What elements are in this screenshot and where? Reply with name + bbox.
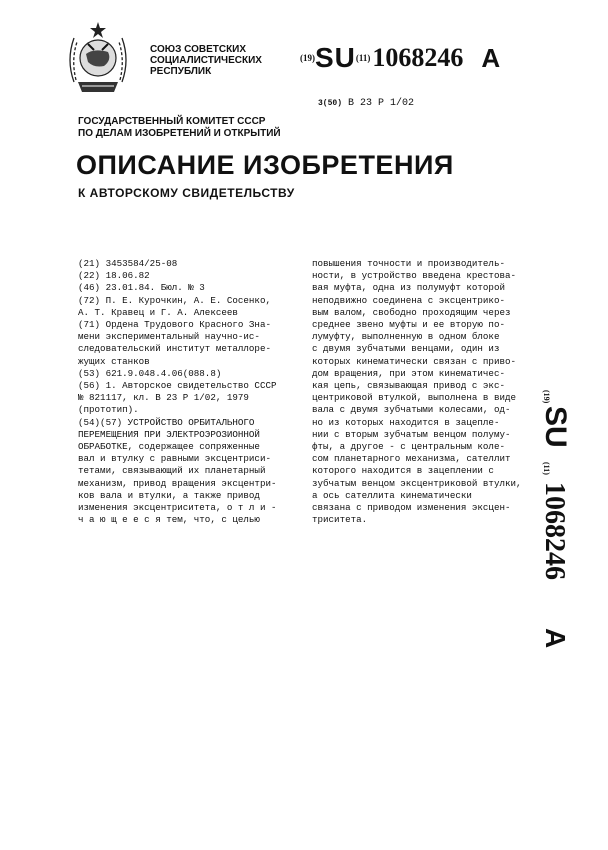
text-line: ности, в устройство введена крестова- <box>312 270 516 282</box>
text-line: с двумя зубчатыми венцами, один из <box>312 343 500 355</box>
text-line: мени экспериментальный научно-ис- <box>78 331 260 343</box>
org-line: СОЮЗ СОВЕТСКИХ <box>150 44 247 55</box>
patent-number: 1068246 <box>372 43 464 72</box>
ipc-text: В 23 Р 1/02 <box>348 98 415 109</box>
state-emblem-icon <box>64 20 132 100</box>
country-code: SU <box>315 42 356 73</box>
text-line: кая цепь, связывающая привод с экс- <box>312 380 505 392</box>
text-line: среднее звено муфты и ее вторую по- <box>312 319 505 331</box>
text-line: механизм, привод вращения эксцентри- <box>78 477 277 489</box>
ipc-classification <box>318 98 414 109</box>
text-line: вая муфта, одна из полумуфт которой <box>312 282 505 294</box>
text-line: (54)(57) УСТРОЙСТВО ОРБИТАЛЬНОГО <box>78 416 255 428</box>
text-line: вала с двумя зубчатыми колесами, од- <box>312 404 511 416</box>
document-subtitle: К АВТОРСКОМУ СВИДЕТЕЛЬСТВУ <box>78 186 295 200</box>
org-line: СОЦИАЛИСТИЧЕСКИХ <box>150 55 262 66</box>
committee-block <box>78 116 281 140</box>
text-line: вал и втулку с равными эксцентриси- <box>78 453 271 465</box>
text-line: (46) 23.01.84. Бюл. № 3 <box>78 282 205 294</box>
text-line: изменения эксцентриситета, о т л и - <box>78 502 277 514</box>
text-line: связана с приводом изменения эксцен- <box>312 502 511 514</box>
code-11: (11) <box>355 53 371 63</box>
side-code-19: (19) <box>542 390 551 404</box>
text-line: вым валом, свободно проходящим через <box>312 306 511 318</box>
text-line: № 821117, кл. В 23 Р 1/02, 1979 <box>78 392 249 404</box>
text-line: (прототип). <box>78 404 139 416</box>
document-title: ОПИСАНИЕ ИЗОБРЕТЕНИЯ <box>76 150 454 180</box>
side-number: 1068246 <box>539 482 570 580</box>
text-line: фты, а другое - с центральным коле- <box>312 441 505 453</box>
publication-number <box>300 42 500 74</box>
right-column <box>312 258 532 526</box>
text-line: жущих станков <box>78 355 150 367</box>
text-line: лумуфту, выполненную в одном блоке <box>312 331 500 343</box>
org-line: РЕСПУБЛИК <box>150 66 212 77</box>
country-block <box>150 44 262 77</box>
side-publication-number <box>534 390 580 660</box>
text-line: которого находится в зацеплении с <box>312 465 494 477</box>
text-line: (71) Ордена Трудового Красного Зна- <box>78 319 271 331</box>
text-line: (56) 1. Авторское свидетельство СССР <box>78 380 277 392</box>
text-line: тетами, связывающий их планетарный <box>78 465 266 477</box>
text-line: но из которых находится в зацепле- <box>312 416 500 428</box>
side-country: SU <box>539 406 572 448</box>
text-line: ч а ю щ е е с я тем, что, с целью <box>78 514 260 526</box>
text-line: неподвижно соединена с эксцентрико- <box>312 294 505 306</box>
text-line: дом вращения, при этом кинематичес- <box>312 367 505 379</box>
committee-line: ГОСУДАРСТВЕННЫЙ КОМИТЕТ СССР <box>78 116 266 127</box>
text-line: А. Т. Кравец и Г. А. Алексеев <box>78 306 238 318</box>
text-line: триситета. <box>312 514 368 526</box>
text-line: (72) П. Е. Курочкин, А. Е. Сосенко, <box>78 294 271 306</box>
kind-code: A <box>481 42 501 73</box>
text-line: (53) 621.9.048.4.06(088.8) <box>78 367 222 379</box>
text-line: а ось сателлита кинематически <box>312 489 472 501</box>
text-line: повышения точности и производитель- <box>312 258 505 269</box>
text-line: ков вала и втулки, а также привод <box>78 489 260 501</box>
side-code-11: (11) <box>542 462 551 475</box>
text-line: сом планетарного механизма, сателлит <box>312 453 511 465</box>
side-kind: A <box>540 628 571 649</box>
text-line: центриковой втулкой, выполнена в виде <box>312 392 516 404</box>
text-line: (21) 3453584/25-08 <box>78 258 178 269</box>
committee-line: ПО ДЕЛАМ ИЗОБРЕТЕНИЙ И ОТКРЫТИЙ <box>78 128 281 139</box>
text-line: ОБРАБОТКЕ, содержащее сопряженные <box>78 441 260 453</box>
left-column <box>78 258 298 526</box>
text-line: следовательский институт металлоре- <box>78 343 271 355</box>
text-line: ПЕРЕМЕЩЕНИЯ ПРИ ЭЛЕКТРОЭРОЗИОННОЙ <box>78 428 260 440</box>
text-line: зубчатым венцом эксцентриковой втулки, <box>312 477 522 489</box>
text-line: которых кинематически связан с приво- <box>312 355 516 367</box>
text-line: (22) 18.06.82 <box>78 270 150 282</box>
ipc-code: 3(50) <box>318 99 343 108</box>
code-19: (19) <box>300 53 315 63</box>
text-line: нии с вторым зубчатым венцом полуму- <box>312 428 511 440</box>
